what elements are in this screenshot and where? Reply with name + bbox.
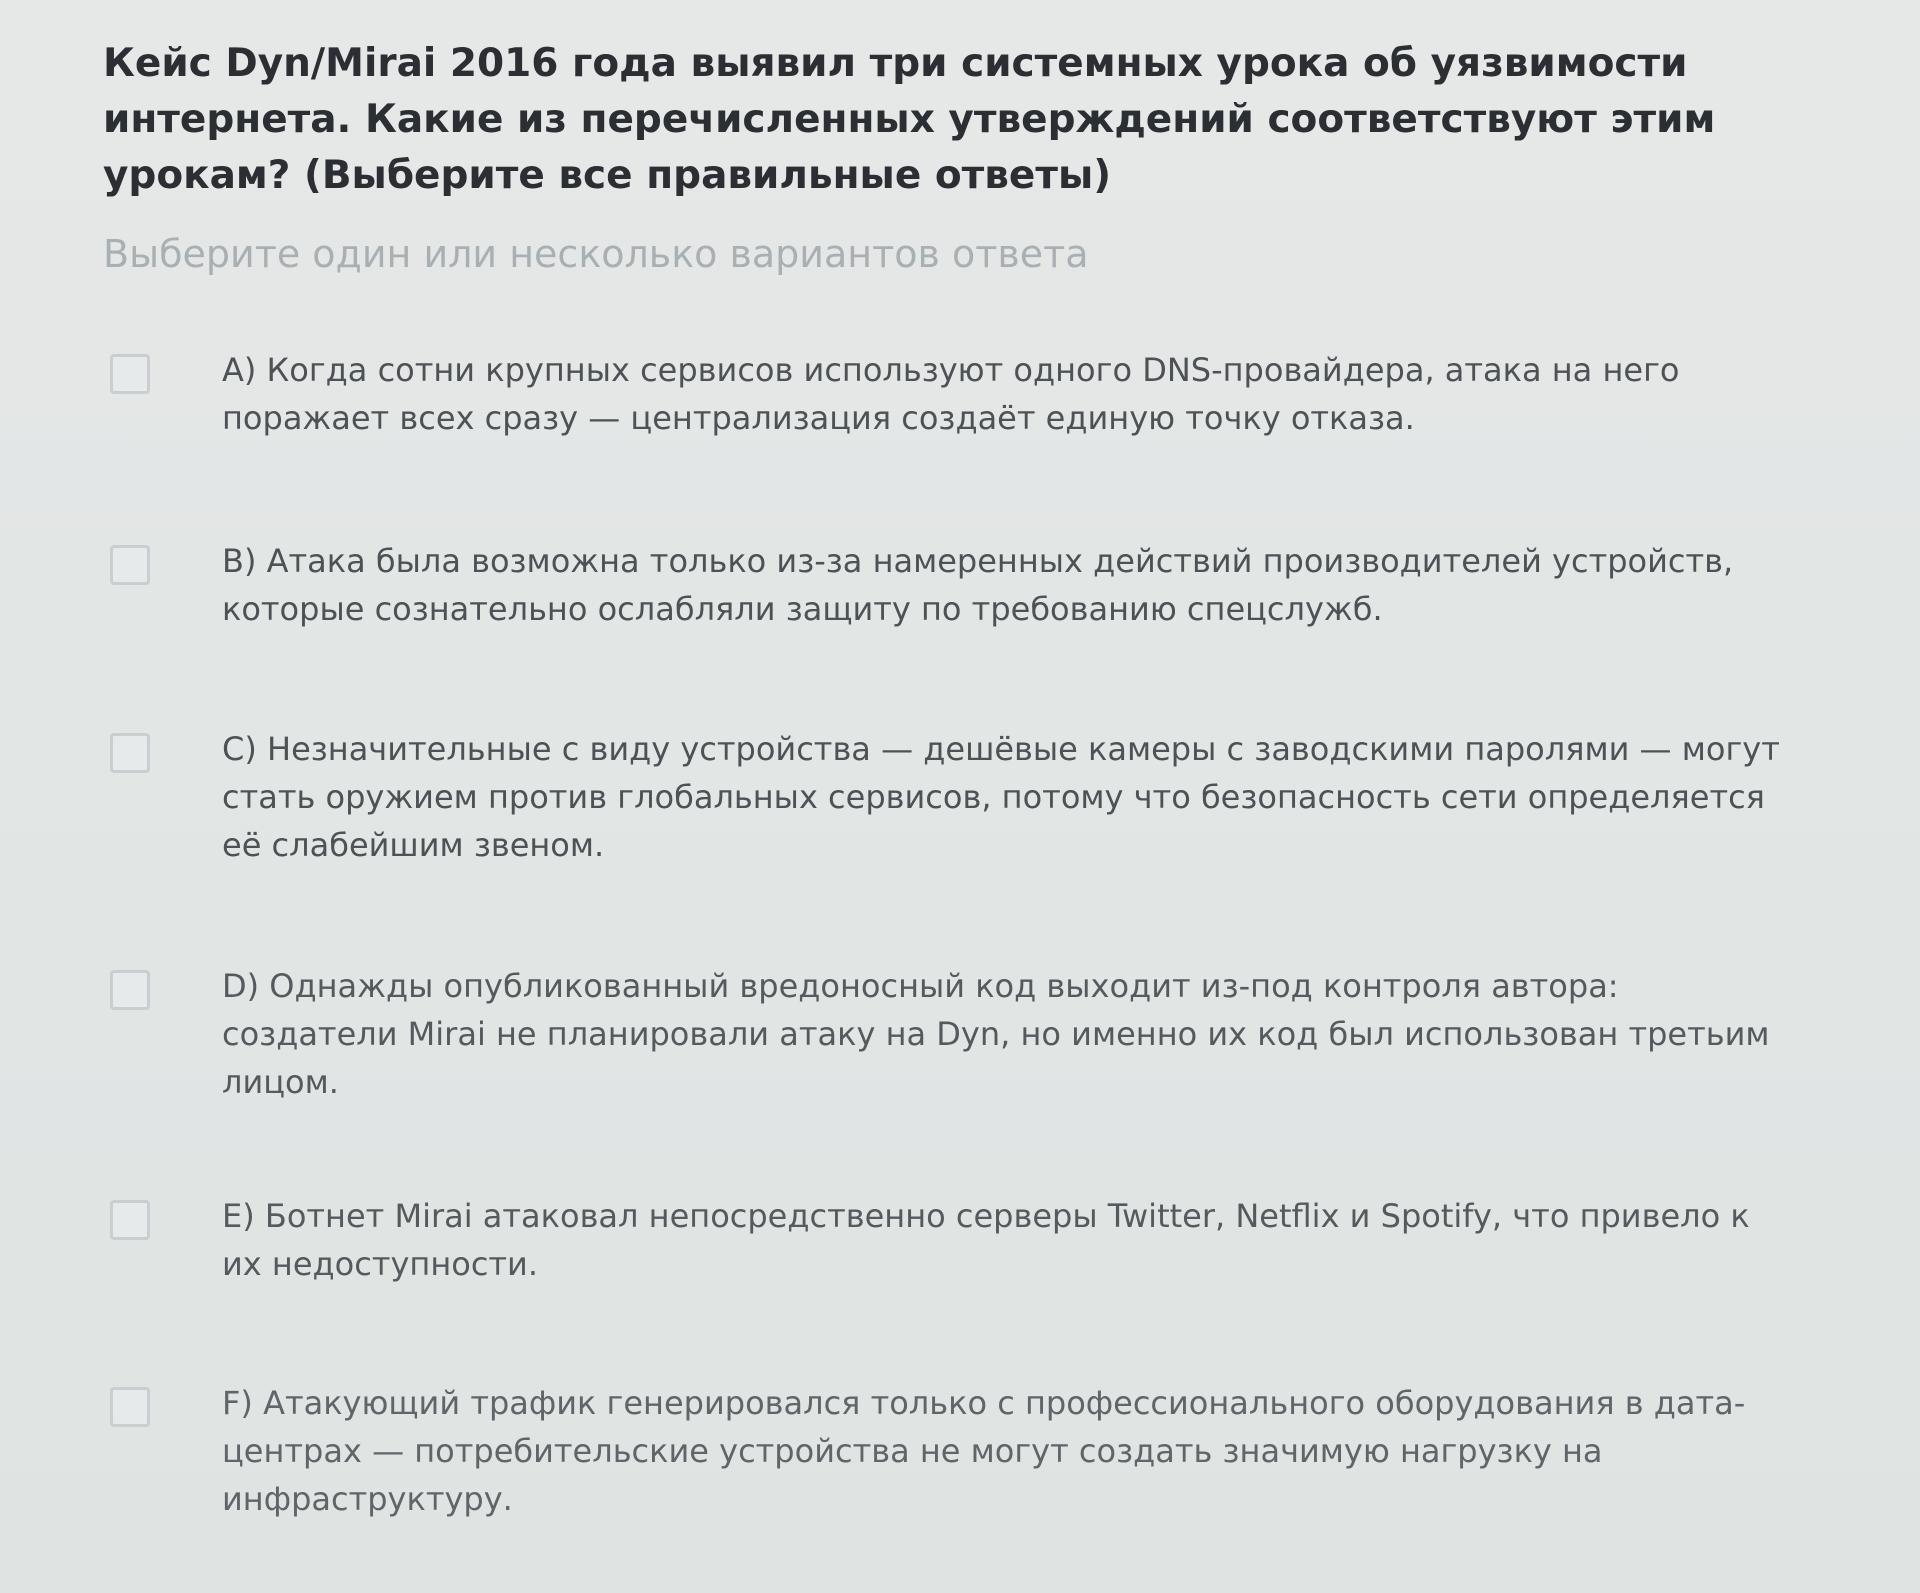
option-label-e: E) Ботнет Mirai атаковал непосредственно серверы Twitter, Netflix и Spotify, что привело к их недоступности. [222,1197,1750,1283]
checkbox-a[interactable] [110,354,150,394]
question-text: Кейс Dyn/Mirai 2016 года выявил три системных урока об уязвимости интернета. Какие из перечисленных утверждений соответствуют этим урокам? (Выберите все правильные ответы) [103,41,1716,198]
option-label-f: F) Атакующий трафик генерировался только с профессионального оборудования в дата-центрах — потребительские устройства не могут создать значимую нагрузку на инфраструктуру. [222,1384,1746,1518]
checkbox-f[interactable] [110,1387,150,1427]
checkbox-b[interactable] [110,545,150,585]
checkbox-c[interactable] [110,733,150,773]
answer-hint: Выберите один или несколько вариантов ответа [103,232,1089,276]
option-label-d: D) Однажды опубликованный вредоносный код выходит из-под контроля автора: создатели Mirai не планировали атаку на Dyn, но именно их код был использован третьим лицом. [222,967,1770,1101]
checkbox-d[interactable] [110,970,150,1010]
option-label-b: B) Атака была возможна только из-за намеренных действий производителей устройств, которые сознательно ослабляли защиту по требованию спецслужб. [222,542,1734,628]
option-label-a: A) Когда сотни крупных сервисов используют одного DNS-провайдера, атака на него поражает всех сразу — централизация создаёт единую точку отказа. [222,351,1680,437]
option-label-c: C) Незначительные с виду устройства — дешёвые камеры с заводскими паролями — могут стать оружием против глобальных сервисов, потому что безопасность сети определяется её слабейшим звеном. [222,730,1780,864]
checkbox-e[interactable] [110,1200,150,1240]
